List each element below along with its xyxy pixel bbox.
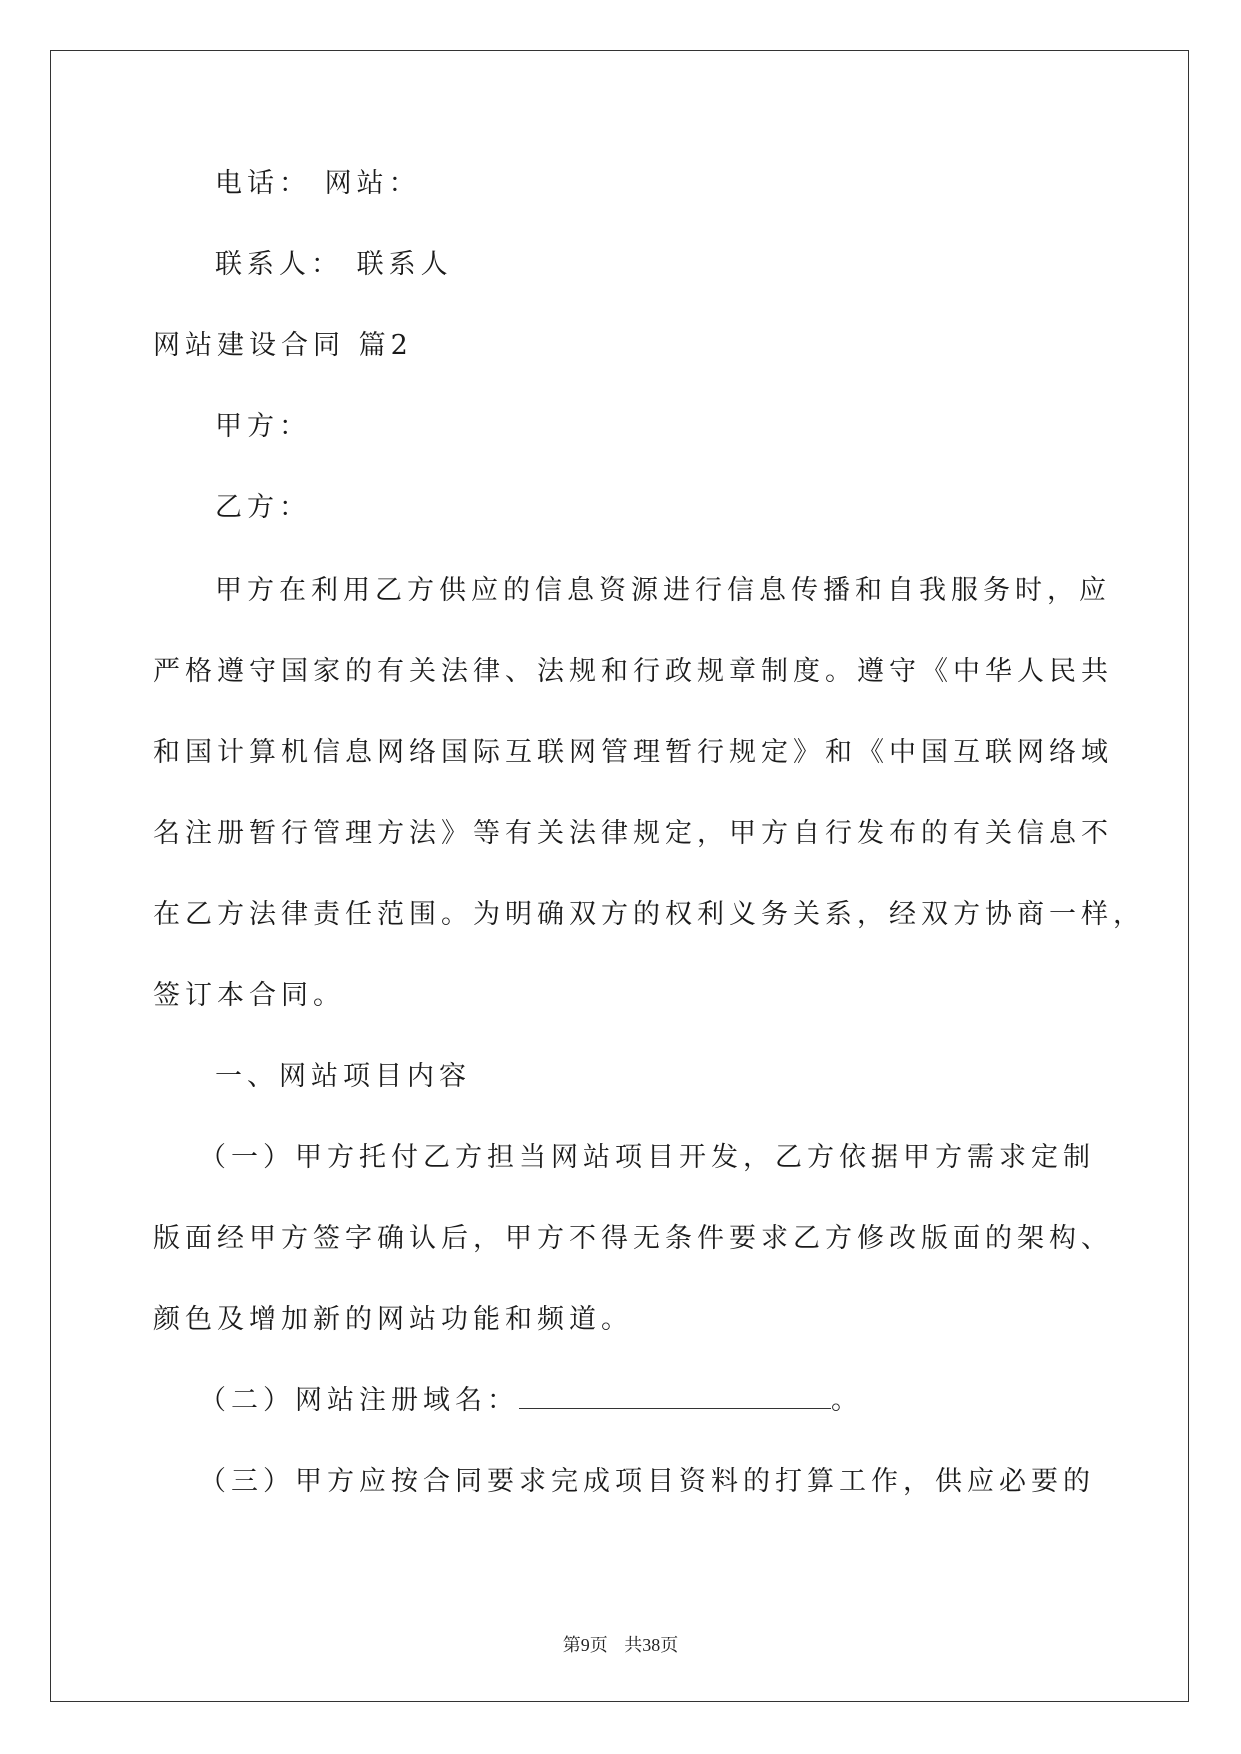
domain-end: 。 xyxy=(831,1385,863,1416)
domain-blank xyxy=(519,1384,831,1409)
contacts-line: 联系人： 联系人 xyxy=(215,249,453,280)
text-line: 在乙方法律责任范围。为明确双方的权利义务关系，经双方协商一样， xyxy=(153,899,1145,930)
text-line: 和国计算机信息网络国际互联网管理暂行规定》和《中国互联网络域 xyxy=(153,737,1113,768)
phone-website-line: 电话： 网站： xyxy=(215,168,421,199)
text-line: 签订本合同。 xyxy=(153,980,345,1011)
page-total: 共38页 xyxy=(624,1635,679,1655)
text-line: 名注册暂行管理方法》等有关法律规定，甲方自行发布的有关信息不 xyxy=(153,818,1113,849)
text-line: 颜色及增加新的网站功能和频道。 xyxy=(153,1304,633,1335)
intro-paragraph xyxy=(153,550,1145,1522)
section-title: 一、网站项目内容 xyxy=(215,1061,471,1092)
text-line: （三）甲方应按合同要求完成项目资料的打算工作，供应必要的 xyxy=(199,1466,1095,1497)
text-line: 严格遵守国家的有关法律、法规和行政规章制度。遵守《中华人民共 xyxy=(153,656,1113,687)
text-line: 甲方在利用乙方供应的信息资源进行信息传播和自我服务时，应 xyxy=(215,575,1111,606)
page-footer xyxy=(0,1631,1241,1657)
text-line: 版面经甲方签字确认后，甲方不得无条件要求乙方修改版面的架构、 xyxy=(153,1223,1113,1254)
page-number: 第9页 xyxy=(562,1635,608,1655)
document-body xyxy=(153,165,1145,1522)
party-b-line: 乙方： xyxy=(215,492,311,523)
section-heading: 网站建设合同 篇2 xyxy=(153,330,413,361)
text-line: （一）甲方托付乙方担当网站项目开发，乙方依据甲方需求定制 xyxy=(199,1142,1095,1173)
domain-label: （二）网站注册域名： xyxy=(199,1385,519,1416)
party-a-line: 甲方： xyxy=(215,411,311,442)
domain-line xyxy=(153,1360,1091,1441)
